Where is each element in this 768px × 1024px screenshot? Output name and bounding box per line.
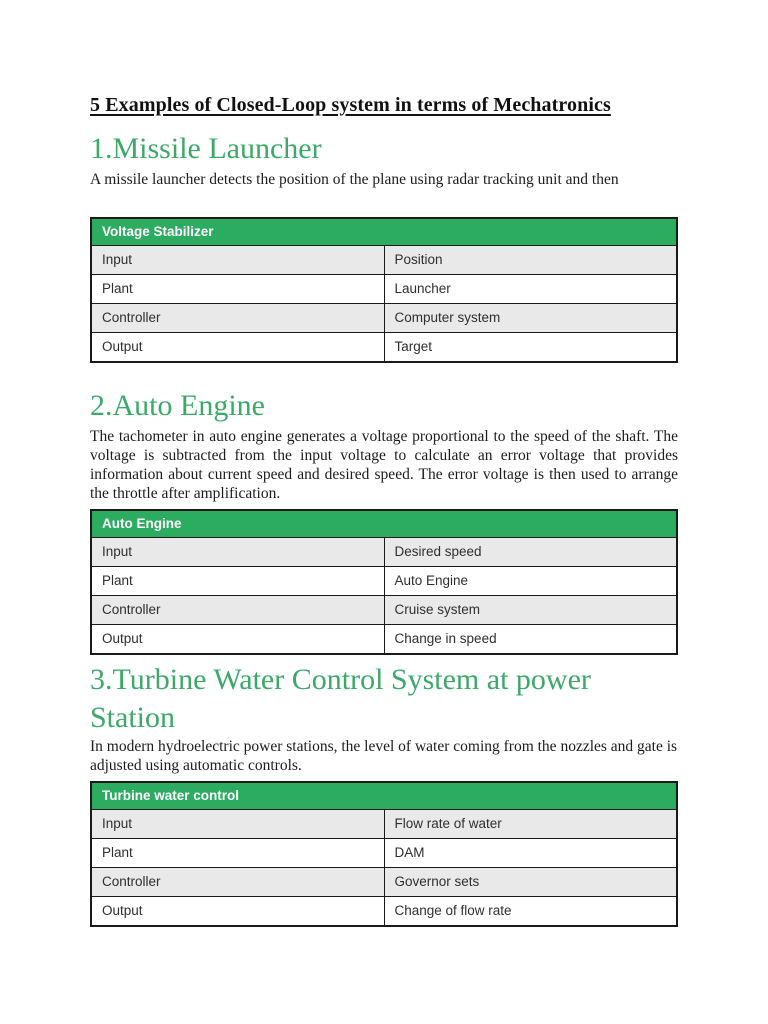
document-title: 5 Examples of Closed-Loop system in terms of Mechatronics <box>90 94 611 116</box>
section-heading-missile-launcher: 1.Missile Launcher <box>90 132 322 165</box>
table-row-plant <box>91 567 677 596</box>
table-value-cell: Governor sets <box>384 868 677 897</box>
section-missile-launcher <box>90 130 678 363</box>
table-row-controller <box>91 868 677 897</box>
spec-table-auto-engine <box>90 509 678 655</box>
table-label-cell: Controller <box>91 868 384 897</box>
section-turbine-water-control <box>90 661 678 927</box>
section-heading-turbine-water-control: 3.Turbine Water Control System at power Station <box>90 663 591 734</box>
table-head <box>91 782 677 810</box>
table-label-cell: Output <box>91 897 384 927</box>
table-label-cell: Output <box>91 333 384 363</box>
table-value-cell: Target <box>384 333 677 363</box>
table-value-cell: Cruise system <box>384 596 677 625</box>
table-value-cell: Change in speed <box>384 625 677 655</box>
table-row-input <box>91 538 677 567</box>
table-row-controller <box>91 304 677 333</box>
section-auto-engine <box>90 387 678 655</box>
table-header-row <box>91 218 677 246</box>
table-row-input <box>91 810 677 839</box>
table-header-row <box>91 510 677 538</box>
section-paragraph-auto-engine: The tachometer in auto engine generates a voltage proportional to the speed of the shaft. The voltage is subtracted from the input voltage to calculate an error voltage that provides information about current speed and desired speed. The error voltage is then used to arrange the throttle after amplification. <box>90 428 678 502</box>
table-value-cell: Launcher <box>384 275 677 304</box>
table-value-cell: Position <box>384 246 677 275</box>
table-label-cell: Input <box>91 810 384 839</box>
spec-table-turbine-water-control <box>90 781 678 927</box>
table-title-cell: Auto Engine <box>91 510 677 538</box>
table-value-cell: Flow rate of water <box>384 810 677 839</box>
table-title-cell: Turbine water control <box>91 782 677 810</box>
table-value-cell: Desired speed <box>384 538 677 567</box>
table-value-cell: Auto Engine <box>384 567 677 596</box>
table-label-cell: Controller <box>91 304 384 333</box>
table-label-cell: Input <box>91 246 384 275</box>
table-value-cell: Change of flow rate <box>384 897 677 927</box>
table-body <box>91 538 677 655</box>
table-label-cell: Output <box>91 625 384 655</box>
section-paragraph-turbine-water-control: In modern hydroelectric power stations, the level of water coming from the nozzles and gate is adjusted using automatic controls. <box>90 738 678 774</box>
table-row-plant <box>91 839 677 868</box>
table-label-cell: Plant <box>91 275 384 304</box>
table-value-cell: Computer system <box>384 304 677 333</box>
table-head <box>91 218 677 246</box>
table-label-cell: Input <box>91 538 384 567</box>
table-row-controller <box>91 596 677 625</box>
table-value-cell: DAM <box>384 839 677 868</box>
table-label-cell: Plant <box>91 839 384 868</box>
table-header-row <box>91 782 677 810</box>
table-head <box>91 510 677 538</box>
section-paragraph-missile-launcher: A missile launcher detects the position of the plane using radar tracking unit and then <box>90 171 619 188</box>
spec-table-voltage-stabilizer <box>90 217 678 363</box>
table-title-cell: Voltage Stabilizer <box>91 218 677 246</box>
table-row-input <box>91 246 677 275</box>
table-body <box>91 810 677 927</box>
table-row-output <box>91 625 677 655</box>
table-row-plant <box>91 275 677 304</box>
table-label-cell: Plant <box>91 567 384 596</box>
table-body <box>91 246 677 363</box>
section-heading-auto-engine: 2.Auto Engine <box>90 389 265 422</box>
table-row-output <box>91 897 677 927</box>
table-label-cell: Controller <box>91 596 384 625</box>
table-row-output <box>91 333 677 363</box>
